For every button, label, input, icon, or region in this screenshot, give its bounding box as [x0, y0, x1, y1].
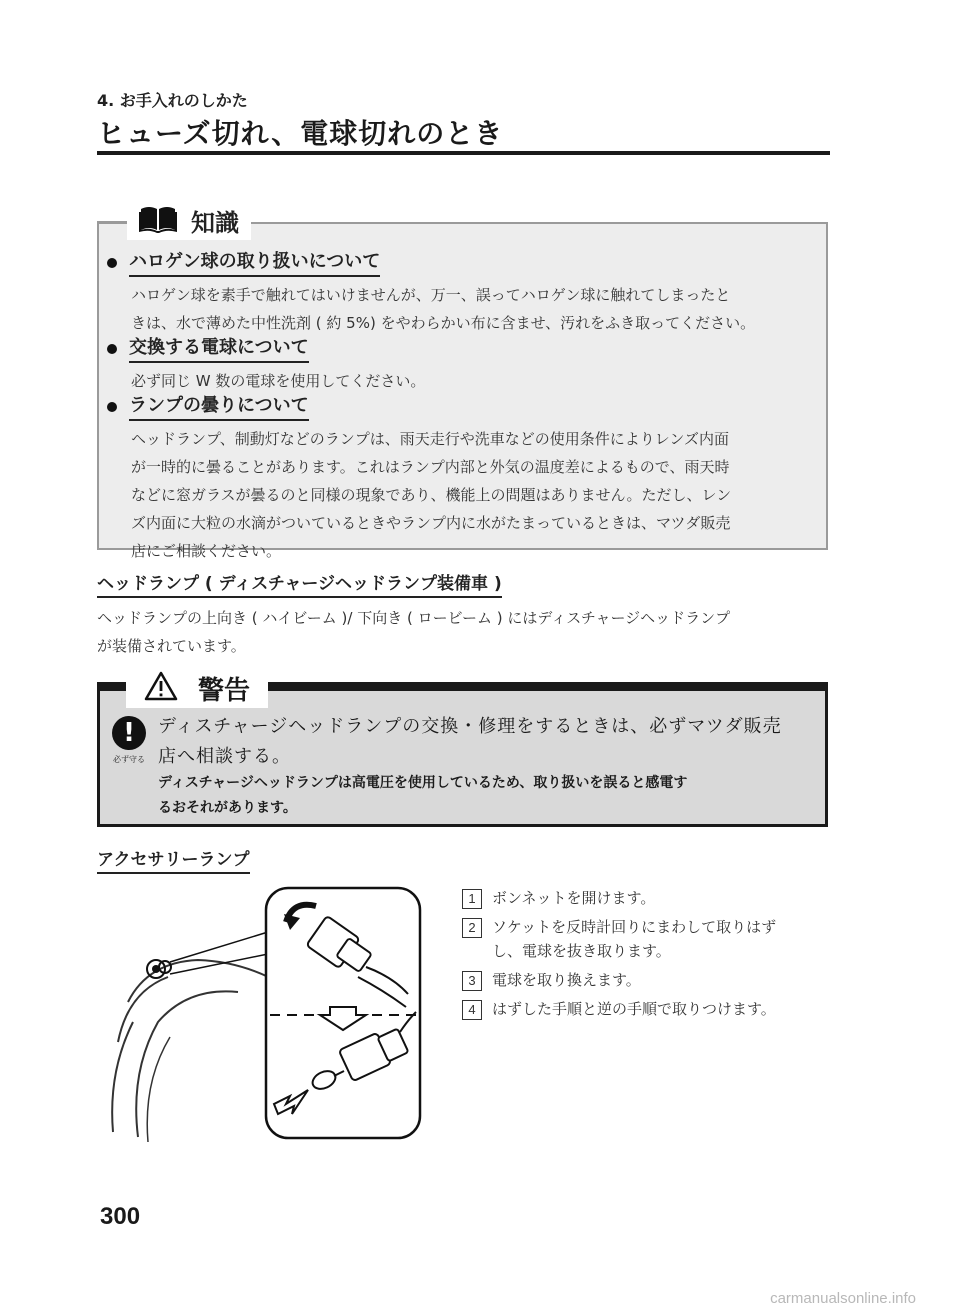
step-number: 1: [462, 889, 482, 909]
breadcrumb: 4. お手入れのしかた: [97, 91, 248, 110]
knowledge-header: [127, 200, 251, 240]
step-text: 電球を取り換えます。: [492, 971, 641, 989]
step-item: [462, 915, 832, 963]
step-text: ボンネットを開けます。: [492, 889, 656, 907]
knowledge-text-line: きは、水で薄めた中性洗剤 ( 約 5%) をやわらかい布に含ませ、汚れをふき取ってください。: [131, 314, 756, 332]
warning-triangle-icon: [144, 671, 178, 705]
accessory-section: [97, 848, 250, 872]
warning-sub-line: ディスチャージヘッドランプは高電圧を使用しているため、取り扱いを誤ると感電す: [158, 775, 688, 791]
step-text: はずした手順と逆の手順で取りつけます。: [492, 1000, 776, 1018]
title-rule: [97, 151, 830, 155]
book-icon: [139, 203, 177, 237]
accessory-title: アクセサリーランプ: [97, 850, 250, 874]
knowledge-item-bulb: [107, 336, 819, 395]
headlamp-text-line: ヘッドランプの上向き ( ハイビーム )/ 下向き ( ロービーム ) にはディスチャージヘッドランプ: [97, 609, 731, 627]
headlamp-title: ヘッドランプ ( ディスチャージヘッドランプ装備車 ): [97, 574, 502, 598]
warning-sub-text: [158, 771, 822, 821]
knowledge-item-title: 交換する電球について: [129, 336, 309, 363]
knowledge-item-fogging: [107, 394, 819, 565]
step-list: [462, 886, 832, 1021]
exclamation-icon: !: [112, 716, 146, 750]
knowledge-item-title: ハロゲン球の取り扱いについて: [129, 250, 380, 277]
step-item: [462, 968, 832, 992]
step-item: [462, 997, 832, 1021]
knowledge-text-line: 必ず同じ W 数の電球を使用してください。: [131, 372, 426, 390]
warning-bar-right: [268, 682, 828, 691]
knowledge-text-line: ズ内面に大粒の水滴がついているときやランプ内に水がたまっているときは、マツダ販売: [131, 514, 731, 532]
warning-sub-line: るおそれがあります。: [158, 800, 297, 816]
warning-main-line: ディスチャージヘッドランプの交換・修理をするときは、必ずマツダ販売: [158, 716, 782, 737]
knowledge-text-line: が一時的に曇ることがあります。これはランプ内部と外気の温度差によるもので、雨天時: [131, 458, 730, 476]
warning-main-line: 店へ相談する。: [158, 746, 291, 767]
knowledge-item-title: ランプの曇りについて: [129, 394, 309, 421]
headlamp-text: [97, 604, 832, 660]
warning-header: [126, 668, 268, 708]
step-item: [462, 886, 832, 910]
knowledge-text-line: ヘッドランプ、制動灯などのランプは、雨天走行や洗車などの使用条件によりレンズ内面: [131, 430, 729, 448]
bullet-icon: [107, 258, 117, 268]
step-number: 3: [462, 971, 482, 991]
warning-label: 警告: [197, 675, 250, 706]
step-number: 2: [462, 918, 482, 938]
must-follow-caption: 必ず守る: [113, 755, 145, 764]
step-number: 4: [462, 1000, 482, 1020]
page-number: 300: [100, 1203, 141, 1230]
step-text: ソケットを反時計回りにまわして取りはず: [492, 918, 777, 936]
page-title: ヒューズ切れ、電球切れのとき: [97, 117, 504, 150]
knowledge-text-line: ハロゲン球を素手で触れてはいけませんが、万一、誤ってハロゲン球に触れてしまったと: [131, 286, 731, 304]
must-follow-badge: [107, 716, 151, 765]
warning-bar-left: [97, 682, 127, 691]
knowledge-text-line: 店にご相談ください。: [131, 542, 282, 560]
bullet-icon: [107, 344, 117, 354]
headlamp-section: [97, 572, 502, 596]
watermark: carmanualsonline.info: [770, 1290, 916, 1307]
step-text: し、電球を抜き取ります。: [492, 942, 671, 960]
warning-main-text: [158, 712, 822, 772]
headlamp-text-line: が装備されています。: [97, 637, 246, 655]
knowledge-label: 知識: [191, 208, 239, 237]
knowledge-text-line: などに窓ガラスが曇るのと同様の現象であり、機能上の問題はありません。ただし、レン: [131, 486, 732, 504]
knowledge-item-halogen: [107, 250, 819, 337]
bulb-replacement-illustration: [108, 882, 428, 1142]
knowledge-head-line-left: [97, 221, 129, 223]
bullet-icon: [107, 402, 117, 412]
